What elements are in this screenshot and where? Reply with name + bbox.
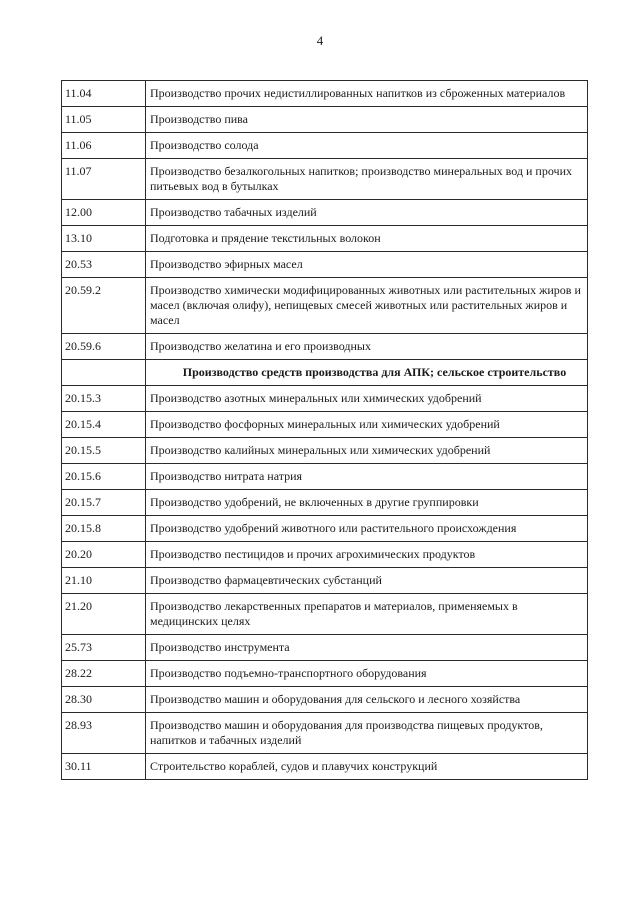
table-row [62,542,588,568]
activity-code: 30.11 [62,754,146,780]
section-title: Производство средств производства для АПК; сельское строительство [146,360,588,386]
table-row [62,81,588,107]
activity-name: Производство удобрений, не включенных в другие группировки [146,490,588,516]
activity-name: Производство химически модифицированных животных или растительных жиров и масел (включая олифу), непищевых смесей животных или растительных жиров и масел [146,278,588,334]
activity-name: Производство удобрений животного или растительного происхождения [146,516,588,542]
section-code-cell [62,360,146,386]
activity-name: Производство табачных изделий [146,200,588,226]
activity-name: Производство эфирных масел [146,252,588,278]
activity-name: Производство безалкогольных напитков; производство минеральных вод и прочих питьевых вод в бутылках [146,159,588,200]
table-row [62,635,588,661]
activity-code: 20.59.6 [62,334,146,360]
activity-code: 20.15.4 [62,412,146,438]
activity-code: 21.20 [62,594,146,635]
activity-code: 20.15.5 [62,438,146,464]
table-row [62,464,588,490]
activity-code: 11.04 [62,81,146,107]
activity-name: Производство азотных минеральных или химических удобрений [146,386,588,412]
activity-name: Производство машин и оборудования для производства пищевых продуктов, напитков и табачных изделий [146,713,588,754]
activity-code: 20.20 [62,542,146,568]
activity-code: 11.06 [62,133,146,159]
table-row [62,334,588,360]
table-row [62,516,588,542]
table-row [62,594,588,635]
table-row [62,754,588,780]
table-row [62,438,588,464]
activity-name: Производство калийных минеральных или химических удобрений [146,438,588,464]
table-row [62,412,588,438]
activity-code: 13.10 [62,226,146,252]
table-row [62,490,588,516]
activity-code: 21.10 [62,568,146,594]
activity-code: 28.30 [62,687,146,713]
table-row [62,252,588,278]
activity-code: 20.15.6 [62,464,146,490]
table-row [62,386,588,412]
table-row [62,200,588,226]
activity-name: Производство желатина и его производных [146,334,588,360]
activity-name: Производство пива [146,107,588,133]
activity-codes-table-body [62,81,588,780]
activity-name: Производство солода [146,133,588,159]
activity-code: 28.93 [62,713,146,754]
table-row [62,661,588,687]
activity-name: Производство фосфорных минеральных или химических удобрений [146,412,588,438]
page-number: 4 [316,33,324,48]
table-row [62,226,588,252]
table-row [62,568,588,594]
activity-code: 20.15.8 [62,516,146,542]
activity-name: Производство пестицидов и прочих агрохимических продуктов [146,542,588,568]
activity-name: Производство нитрата натрия [146,464,588,490]
activity-name: Строительство кораблей, судов и плавучих конструкций [146,754,588,780]
activity-code: 20.59.2 [62,278,146,334]
activity-code: 28.22 [62,661,146,687]
table-row [62,713,588,754]
activity-codes-table [61,80,588,780]
table-row [62,107,588,133]
activity-name: Производство лекарственных препаратов и материалов, применяемых в медицинских целях [146,594,588,635]
activity-code: 25.73 [62,635,146,661]
activity-code: 20.53 [62,252,146,278]
activity-name: Производство фармацевтических субстанций [146,568,588,594]
activity-name: Производство инструмента [146,635,588,661]
table-row [62,133,588,159]
table-row [62,687,588,713]
activity-code: 12.00 [62,200,146,226]
table-row [62,278,588,334]
activity-code: 11.07 [62,159,146,200]
table-row [62,159,588,200]
activity-code: 20.15.3 [62,386,146,412]
activity-name: Производство прочих недистиллированных напитков из сброженных материалов [146,81,588,107]
activity-code: 20.15.7 [62,490,146,516]
activity-name: Производство машин и оборудования для сельского и лесного хозяйства [146,687,588,713]
activity-name: Производство подъемно-транспортного оборудования [146,661,588,687]
activity-code: 11.05 [62,107,146,133]
section-row [62,360,588,386]
activity-name: Подготовка и прядение текстильных волокон [146,226,588,252]
